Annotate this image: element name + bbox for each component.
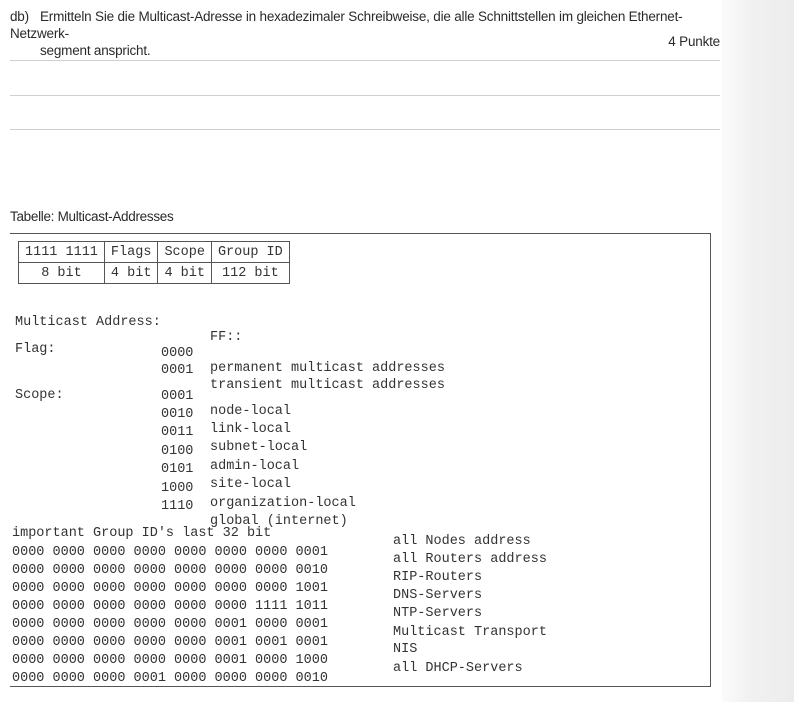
- scope-desc: site-local: [210, 477, 292, 492]
- group-desc: NIS: [393, 642, 418, 657]
- answer-line-1[interactable]: [10, 60, 720, 61]
- field-flags: Flags: [104, 242, 158, 263]
- group-bits: 0000 0000 0000 0001 0000 0000 0000 0010: [12, 671, 328, 686]
- field-prefix: 1111 1111: [19, 242, 105, 263]
- scope-code: 0010: [161, 407, 194, 422]
- scope-code: 1000: [161, 481, 194, 496]
- answer-line-2[interactable]: [10, 95, 720, 96]
- flag-desc: transient multicast addresses: [210, 378, 445, 393]
- group-bits: 0000 0000 0000 0000 0000 0001 0001 0001: [12, 635, 328, 650]
- group-bits: 0000 0000 0000 0000 0000 0000 0000 0001: [12, 545, 328, 560]
- group-bits: 0000 0000 0000 0000 0000 0000 0000 1001: [12, 581, 328, 596]
- group-desc: all DHCP-Servers: [393, 661, 523, 676]
- flag-label: Flag:: [15, 342, 56, 357]
- group-bits: 0000 0000 0000 0000 0000 0000 1111 1011: [12, 599, 328, 614]
- multicast-value: FF::: [210, 330, 243, 345]
- group-bits: 0000 0000 0000 0000 0000 0001 0000 0001: [12, 617, 328, 632]
- group-desc: RIP-Routers: [393, 570, 483, 585]
- answer-line-3[interactable]: [10, 129, 720, 130]
- group-desc: all Routers address: [393, 552, 547, 567]
- group-title: important Group ID's last 32 bit: [12, 526, 272, 541]
- question-label: db): [10, 9, 29, 24]
- group-desc: DNS-Servers: [393, 588, 483, 603]
- scope-desc: link-local: [210, 422, 292, 437]
- scope-code: 1110: [161, 499, 194, 514]
- scope-desc: subnet-local: [210, 440, 308, 455]
- field-group-id: Group ID: [211, 242, 289, 263]
- size-scope: 4 bit: [158, 263, 212, 284]
- group-desc: all Nodes address: [393, 534, 531, 549]
- flag-code: 0000: [161, 346, 194, 361]
- field-scope: Scope: [158, 242, 212, 263]
- multicast-label: Multicast Address:: [15, 315, 161, 330]
- address-format-table: [18, 241, 290, 284]
- flag-code: 0001: [161, 363, 194, 378]
- address-format-sizes: [19, 263, 290, 284]
- size-prefix: 8 bit: [19, 263, 105, 284]
- scope-code: 0101: [161, 462, 194, 477]
- scope-label: Scope:: [15, 388, 64, 403]
- scope-code: 0100: [161, 444, 194, 459]
- size-group-id: 112 bit: [211, 263, 289, 284]
- table-caption: Tabelle: Multicast-Addresses: [10, 209, 174, 224]
- scope-desc: node-local: [210, 404, 292, 419]
- page-edge-shade: [722, 0, 794, 702]
- scope-desc: organization-local: [210, 496, 356, 511]
- question-points: 4 Punkte: [668, 34, 720, 49]
- group-bits: 0000 0000 0000 0000 0000 0000 0000 0010: [12, 563, 328, 578]
- size-flags: 4 bit: [104, 263, 158, 284]
- scope-code: 0011: [161, 425, 194, 440]
- group-desc: NTP-Servers: [393, 606, 483, 621]
- question-text-line1: Ermitteln Sie die Multicast-Adresse in hexadezimaler Schreibweise, die alle Schnittstellen im gleichen Ethernet-Netzwerk-: [10, 9, 683, 41]
- scope-code: 0001: [161, 389, 194, 404]
- group-desc: Multicast Transport: [393, 625, 547, 640]
- scope-desc: admin-local: [210, 459, 300, 474]
- scope-desc: global (internet): [210, 514, 348, 529]
- address-format-fields: [19, 242, 290, 263]
- group-bits: 0000 0000 0000 0000 0000 0001 0000 1000: [12, 653, 328, 668]
- flag-desc: permanent multicast addresses: [210, 361, 445, 376]
- question-db: [10, 8, 722, 59]
- question-text-line2: segment anspricht.: [40, 43, 151, 58]
